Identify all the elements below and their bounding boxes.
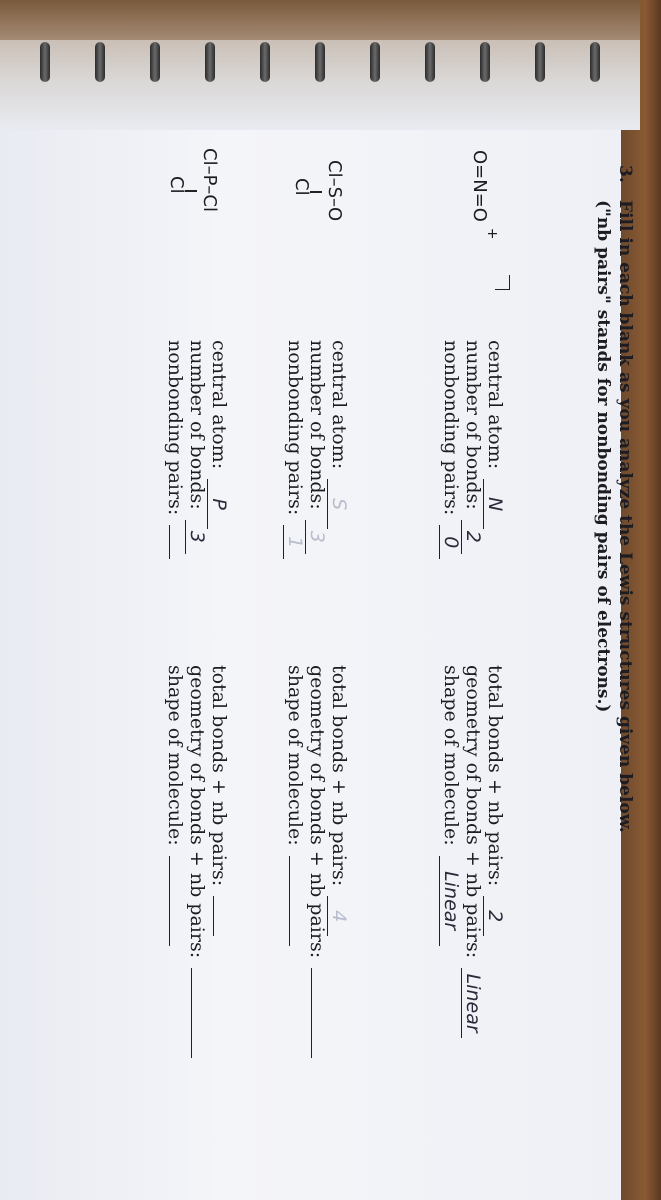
- label-shape: shape of molecule:: [440, 665, 462, 846]
- mol1-central-atom: [483, 340, 506, 529]
- binding-ring: [480, 42, 490, 82]
- mol1-geometry: [461, 665, 484, 1038]
- binding-ring: [535, 42, 545, 82]
- mol3-number-of-bonds: [185, 340, 208, 554]
- charge-superscript: +: [484, 227, 500, 240]
- binding-ring: [95, 42, 105, 82]
- lewis-structure-no2: [469, 150, 500, 240]
- label-nonbonding-pairs: nonbonding pairs:: [284, 340, 306, 516]
- label-shape: shape of molecule:: [164, 665, 186, 846]
- mol1-shape: [439, 665, 462, 946]
- label-nonbonding-pairs: nonbonding pairs:: [164, 340, 186, 516]
- answer-shape[interactable]: Linear: [439, 856, 462, 946]
- label-central-atom: central atom:: [328, 340, 350, 470]
- answer-shape[interactable]: [169, 856, 170, 946]
- mol2-shape: [284, 665, 306, 946]
- answer-geometry[interactable]: [191, 968, 192, 1058]
- answer-nonbonding-pairs[interactable]: 0: [439, 525, 462, 559]
- answer-shape[interactable]: [289, 856, 290, 946]
- mol2-central-atom: [327, 340, 350, 529]
- mol1-nonbonding-pairs: [439, 340, 462, 559]
- answer-number-of-bonds[interactable]: 2: [461, 520, 484, 554]
- binding-ring: [370, 42, 380, 82]
- lewis-structure-socl2: [324, 160, 345, 221]
- question-instruction: Fill in each blank as you analyze the Lewis structures given below.: [615, 200, 635, 833]
- label-shape: shape of molecule:: [284, 665, 306, 846]
- lewis-structure-pcl3: [199, 148, 220, 212]
- label-number-of-bonds: number of bonds:: [186, 340, 208, 510]
- mol3-central-atom: [207, 340, 230, 529]
- binding-ring: [205, 42, 215, 82]
- label-central-atom: central atom:: [484, 340, 506, 470]
- label-total-bonds: total bonds + nb pairs:: [208, 665, 230, 887]
- answer-central-atom[interactable]: N: [483, 479, 506, 529]
- question-note: ("nb pairs" stands for nonbonding pairs of electrons.): [593, 200, 613, 713]
- mol2-total-bonds: [327, 665, 350, 936]
- answer-total-bonds[interactable]: [213, 896, 214, 936]
- answer-number-of-bonds[interactable]: 3: [185, 520, 208, 554]
- answer-nonbonding-pairs[interactable]: 1: [283, 525, 306, 559]
- mol2-nonbonding-pairs: [283, 340, 306, 559]
- mol2-geometry: [306, 665, 328, 1058]
- label-geometry: geometry of bonds + nb pairs:: [186, 665, 208, 959]
- lewis-lower-atom: Cl: [166, 176, 187, 194]
- binding-ring: [315, 42, 325, 82]
- bracket-icon: [495, 275, 510, 290]
- answer-total-bonds[interactable]: 4: [327, 896, 350, 936]
- page-top-edge: [0, 0, 640, 40]
- mol3-geometry: [186, 665, 208, 1058]
- answer-total-bonds[interactable]: 2: [483, 896, 506, 936]
- answer-central-atom[interactable]: S: [327, 479, 350, 529]
- lewis-lower-atom: Cl: [291, 178, 312, 196]
- question-number: 3.: [615, 165, 635, 183]
- mol3-nonbonding-pairs: [164, 340, 186, 559]
- label-geometry: geometry of bonds + nb pairs:: [462, 665, 484, 959]
- label-nonbonding-pairs: nonbonding pairs:: [440, 340, 462, 516]
- mol1-total-bonds: [483, 665, 506, 936]
- answer-central-atom[interactable]: P: [207, 479, 230, 529]
- mol3-total-bonds: [208, 665, 230, 936]
- answer-geometry[interactable]: [311, 968, 312, 1058]
- label-number-of-bonds: number of bonds:: [306, 340, 328, 510]
- binding-ring: [590, 42, 600, 82]
- binding-ring: [40, 42, 50, 82]
- structure-formula: Cl–S–O: [324, 160, 345, 222]
- spiral-binding: [0, 0, 640, 130]
- binding-ring: [150, 42, 160, 82]
- mol3-shape: [164, 665, 186, 946]
- binding-ring: [425, 42, 435, 82]
- binding-ring: [260, 42, 270, 82]
- label-central-atom: central atom:: [208, 340, 230, 470]
- mol2-number-of-bonds: [305, 340, 328, 554]
- label-total-bonds: total bonds + nb pairs:: [484, 665, 506, 887]
- label-geometry: geometry of bonds + nb pairs:: [306, 665, 328, 959]
- answer-nonbonding-pairs[interactable]: [169, 525, 170, 559]
- mol1-number-of-bonds: [461, 340, 484, 554]
- label-total-bonds: total bonds + nb pairs:: [328, 665, 350, 887]
- label-number-of-bonds: number of bonds:: [462, 340, 484, 510]
- answer-geometry[interactable]: Linear: [461, 968, 484, 1038]
- structure-formula: O=N=O: [469, 150, 490, 222]
- answer-number-of-bonds[interactable]: 3: [305, 520, 328, 554]
- worksheet-content: [40, 120, 640, 1200]
- structure-formula: Cl–P–Cl: [199, 148, 220, 212]
